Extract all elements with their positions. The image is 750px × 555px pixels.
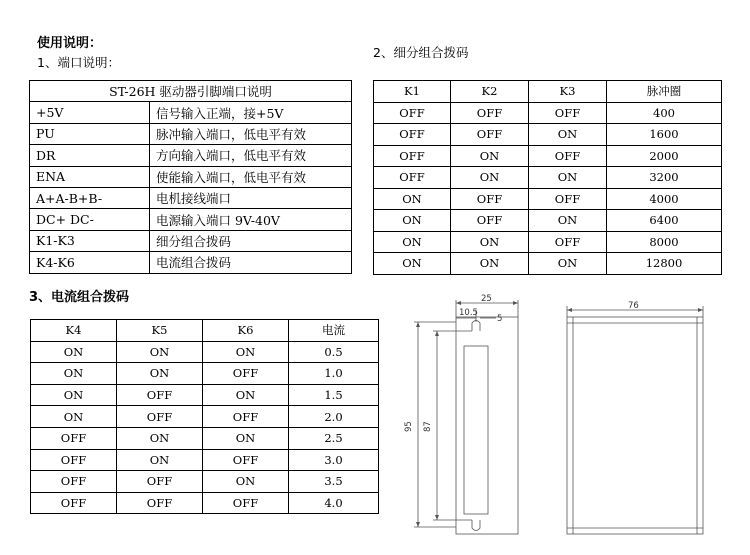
table-cell: OFF bbox=[451, 188, 529, 210]
side-view-outline bbox=[567, 317, 703, 534]
port-desc: 电源输入端口 9V-40V bbox=[150, 209, 352, 230]
front-view-slot bbox=[464, 346, 488, 514]
table-cell: OFF bbox=[451, 102, 529, 124]
table-cell: ON bbox=[374, 188, 451, 210]
table-cell: ON bbox=[374, 210, 451, 232]
dim-height-label: 95 bbox=[404, 421, 414, 432]
port-name: A+A-B+B- bbox=[30, 187, 150, 208]
ports-heading: 1、端口说明： bbox=[37, 55, 120, 70]
table-cell: OFF bbox=[203, 492, 289, 514]
table-cell: 4000 bbox=[607, 188, 722, 210]
port-desc: 电流组合拨码 bbox=[150, 252, 352, 273]
column-header: K4 bbox=[31, 320, 117, 342]
column-header: K3 bbox=[529, 81, 607, 103]
column-header: K2 bbox=[451, 81, 529, 103]
current-heading: 3、电流组合拨码 bbox=[29, 290, 130, 305]
dim-offset-label: 10.5 bbox=[459, 308, 478, 318]
top-mount-tab bbox=[472, 321, 480, 332]
table-cell: OFF bbox=[374, 102, 451, 124]
column-header: K6 bbox=[203, 320, 289, 342]
table-cell: 4.0 bbox=[289, 492, 379, 514]
table-cell: ON bbox=[203, 427, 289, 449]
port-desc: 信号输入正端，接+5V bbox=[150, 102, 352, 123]
port-name: +5V bbox=[30, 102, 150, 123]
table-cell: OFF bbox=[203, 449, 289, 471]
table-cell: OFF bbox=[374, 167, 451, 189]
table-cell: ON bbox=[31, 406, 117, 428]
table-cell: ON bbox=[117, 363, 203, 385]
table-cell: OFF bbox=[451, 124, 529, 146]
table-cell: 1.0 bbox=[289, 363, 379, 385]
port-name: ENA bbox=[30, 166, 150, 187]
dim-hole-spacing-label: 87 bbox=[423, 421, 433, 432]
table-cell: ON bbox=[117, 427, 203, 449]
table-cell: ON bbox=[451, 145, 529, 167]
port-name: DC+ DC- bbox=[30, 209, 150, 230]
table-cell: 6400 bbox=[607, 210, 722, 232]
table-cell: 2000 bbox=[607, 145, 722, 167]
table-cell: 3200 bbox=[607, 167, 722, 189]
table-cell: OFF bbox=[117, 492, 203, 514]
dim-width-label: 25 bbox=[481, 294, 492, 304]
table-cell: ON bbox=[529, 253, 607, 275]
table-cell: 3.5 bbox=[289, 471, 379, 493]
table-cell: OFF bbox=[374, 145, 451, 167]
ports-table-title: ST-26H 驱动器引脚端口说明 bbox=[30, 81, 352, 102]
port-name: DR bbox=[30, 145, 150, 166]
table-cell: OFF bbox=[31, 449, 117, 471]
table-cell: ON bbox=[374, 231, 451, 253]
table-cell: ON bbox=[117, 449, 203, 471]
dim-slot-label: 5 bbox=[497, 314, 503, 324]
table-cell: ON bbox=[529, 124, 607, 146]
table-cell: ON bbox=[203, 341, 289, 363]
table-cell: 1600 bbox=[607, 124, 722, 146]
table-cell: OFF bbox=[31, 471, 117, 493]
table-cell: 12800 bbox=[607, 253, 722, 275]
table-cell: ON bbox=[203, 471, 289, 493]
bottom-mount-tab bbox=[472, 520, 480, 531]
table-cell: OFF bbox=[117, 471, 203, 493]
table-cell: OFF bbox=[374, 124, 451, 146]
port-name: K4-K6 bbox=[30, 252, 150, 273]
table-cell: 1.5 bbox=[289, 384, 379, 406]
table-cell: 2.0 bbox=[289, 406, 379, 428]
column-header: 脉冲圈 bbox=[607, 81, 722, 103]
table-cell: OFF bbox=[31, 427, 117, 449]
port-name: K1-K3 bbox=[30, 230, 150, 251]
table-cell: OFF bbox=[117, 384, 203, 406]
table-cell: 3.0 bbox=[289, 449, 379, 471]
column-header: K1 bbox=[374, 81, 451, 103]
table-cell: ON bbox=[451, 231, 529, 253]
port-name: PU bbox=[30, 123, 150, 144]
table-cell: OFF bbox=[117, 406, 203, 428]
table-cell: 8000 bbox=[607, 231, 722, 253]
table-cell: 0.5 bbox=[289, 341, 379, 363]
port-desc: 细分组合拨码 bbox=[150, 230, 352, 251]
dip-heading: 2、细分组合拨码 bbox=[373, 45, 469, 60]
table-cell: ON bbox=[374, 253, 451, 275]
table-cell: ON bbox=[31, 384, 117, 406]
table-cell: ON bbox=[31, 363, 117, 385]
port-desc: 脉冲输入端口，低电平有效 bbox=[150, 123, 352, 144]
table-cell: 400 bbox=[607, 102, 722, 124]
table-cell: OFF bbox=[203, 363, 289, 385]
table-cell: ON bbox=[451, 167, 529, 189]
front-view-outline bbox=[456, 317, 518, 534]
port-desc: 使能输入端口，低电平有效 bbox=[150, 166, 352, 187]
table-cell: OFF bbox=[31, 492, 117, 514]
table-cell: ON bbox=[529, 210, 607, 232]
table-cell: ON bbox=[117, 341, 203, 363]
table-cell: OFF bbox=[203, 406, 289, 428]
table-cell: OFF bbox=[529, 102, 607, 124]
usage-heading: 使用说明： bbox=[37, 36, 103, 51]
table-cell: ON bbox=[529, 167, 607, 189]
table-cell: ON bbox=[31, 341, 117, 363]
table-cell: 2.5 bbox=[289, 427, 379, 449]
table-cell: OFF bbox=[529, 188, 607, 210]
table-cell: OFF bbox=[529, 231, 607, 253]
column-header: 电流 bbox=[289, 320, 379, 342]
table-cell: ON bbox=[451, 253, 529, 275]
port-desc: 方向输入端口，低电平有效 bbox=[150, 145, 352, 166]
table-cell: OFF bbox=[529, 145, 607, 167]
column-header: K5 bbox=[117, 320, 203, 342]
dim-depth-label: 76 bbox=[628, 301, 639, 311]
table-cell: ON bbox=[203, 384, 289, 406]
port-desc: 电机接线端口 bbox=[150, 187, 352, 208]
table-cell: OFF bbox=[451, 210, 529, 232]
